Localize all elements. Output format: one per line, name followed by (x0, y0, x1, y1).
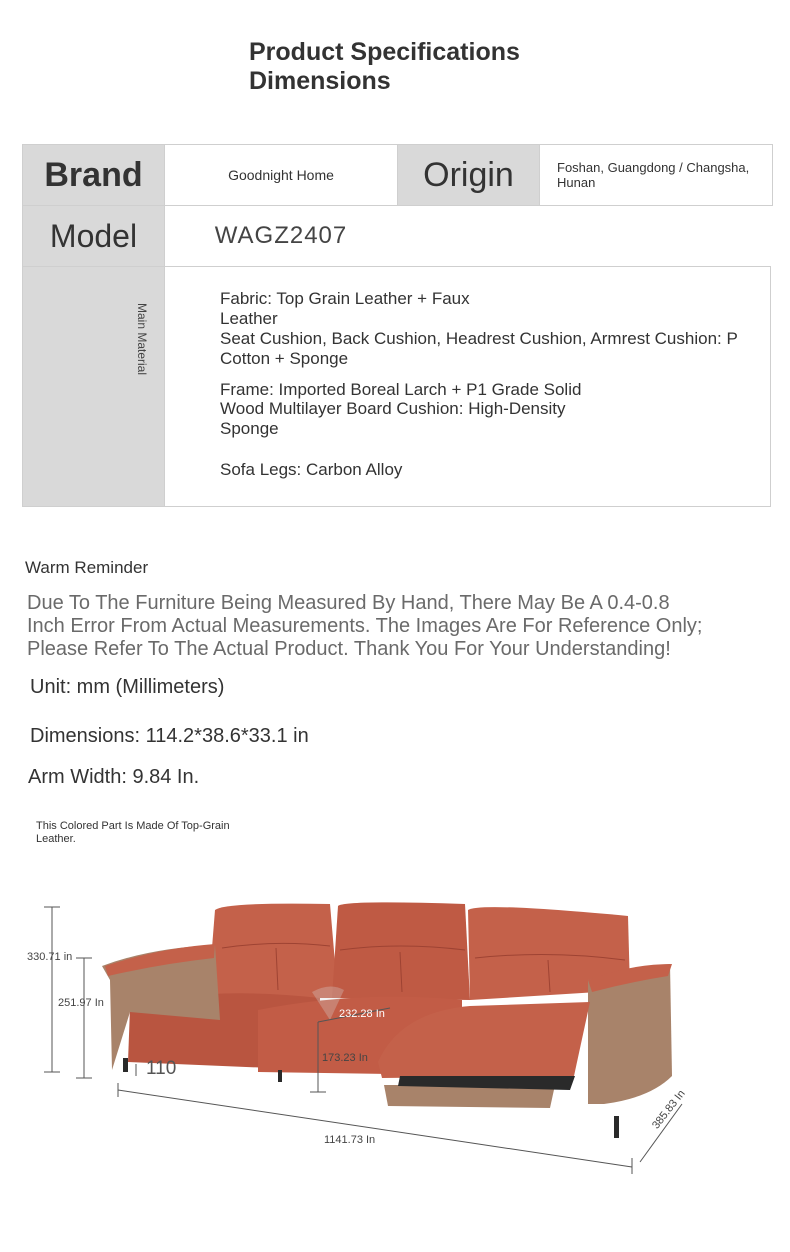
origin-value: Foshan, Guangdong / Changsha, Hunan (539, 144, 773, 206)
empty-cell (397, 205, 773, 267)
dim-seat-height: 173.23 In (322, 1052, 368, 1064)
leg-2 (278, 1070, 282, 1082)
dim-height-total: 330.71 in (27, 951, 73, 963)
reminder-line-1: Due To The Furniture Being Measured By Hand, There May Be A 0.4-0.8 (27, 592, 670, 614)
leather-note-line-1: This Colored Part Is Made Of Top-Grain (36, 820, 230, 832)
dim-leg-height: 110 (146, 1058, 177, 1079)
material-label: Main Material (135, 303, 149, 376)
material-line-8: Sofa Legs: Carbon Alloy (220, 460, 403, 479)
dim-height-arm: 251.97 In (58, 997, 104, 1009)
material-line-2: Leather (220, 309, 278, 328)
reminder-line-3: Please Refer To The Actual Product. Thank You For Your Understanding! (27, 638, 671, 660)
material-line-7: Sponge (220, 419, 279, 438)
leather-note (36, 820, 230, 846)
material-label-cell (22, 266, 165, 507)
backrest-left (208, 904, 338, 998)
material-line-3: Seat Cushion, Back Cushion, Headrest Cushion, Armrest Cushion: P (220, 329, 738, 348)
title-line-2: Dimensions (249, 67, 391, 95)
page-title (249, 38, 520, 96)
material-line-6: Wood Multilayer Board Cushion: High-Density (220, 399, 566, 418)
backrest-middle (332, 902, 470, 1000)
unit-text: Unit: mm (Millimeters) (30, 676, 225, 698)
dim-seat-depth: 232.28 In (339, 1008, 385, 1020)
dimensions-text: Dimensions: 114.2*38.6*33.1 in (30, 725, 309, 747)
leather-note-line-2: Leather. (36, 833, 76, 845)
origin-label: Origin (397, 144, 540, 206)
leg-1 (123, 1058, 128, 1072)
arm-width-text: Arm Width: 9.84 In. (28, 766, 200, 788)
model-value: WAGZ2407 (164, 205, 398, 267)
material-line-1: Fabric: Top Grain Leather + Faux (220, 289, 470, 308)
reminder-text (27, 592, 702, 661)
model-label: Model (22, 205, 165, 267)
dim-width: 1141.73 In (324, 1134, 376, 1146)
brand-label: Brand (22, 144, 165, 206)
sofa-diagram (0, 880, 790, 1180)
reminder-heading: Warm Reminder (25, 558, 149, 577)
dim-depth: 385.83 In (650, 1087, 688, 1132)
title-line-1: Product Specifications (249, 38, 520, 66)
leg-3 (614, 1116, 619, 1138)
brand-value: Goodnight Home (164, 144, 398, 206)
reminder-line-2: Inch Error From Actual Measurements. The Images Are For Reference Only; (27, 615, 703, 637)
material-line-4: Cotton + Sponge (220, 349, 349, 368)
material-line-5: Frame: Imported Boreal Larch + P1 Grade Solid (220, 380, 582, 399)
